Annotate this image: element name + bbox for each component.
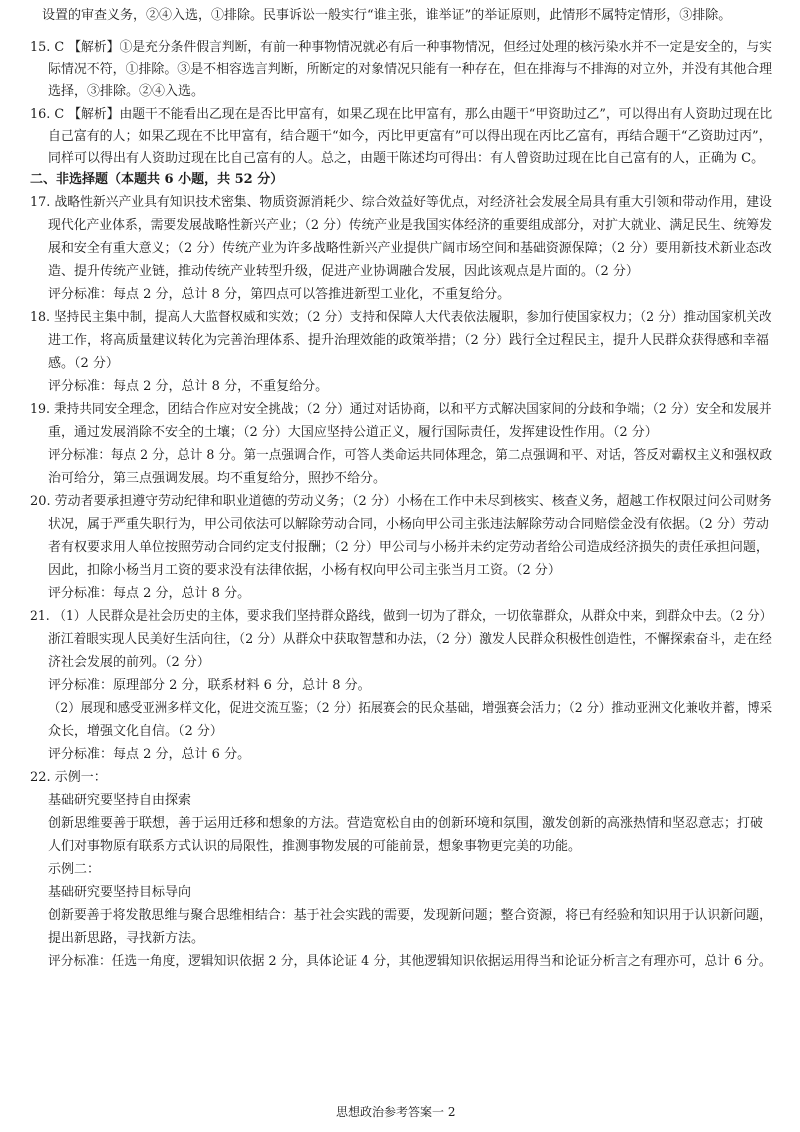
answer-22-example-2-label: 示例二： <box>48 862 101 877</box>
answer-22-example-1-title: 基础研究要坚持自由探索 <box>48 793 192 808</box>
section-heading-non-choice: 二、非选择题（本题共 6 小题，共 52 分） <box>30 172 284 187</box>
answer-15-line-3: 选择，③排除。②④入选。 <box>48 84 205 99</box>
answer-18-line-2: 进工作，将高质量建议转化为完善治理体系、提升治理效能的政策举措；（2 分）践行全过程民主，提升人民群众获得感和幸福 <box>48 333 769 348</box>
answer-19-scoring-1: 评分标准：每点 2 分，总计 8 分。第一点强调合作，可答人类命运共同体理念，第二点强调和平、对话，答反对霸权主义和强权政 <box>48 448 773 463</box>
answer-16-line-2: 自己富有的人；如果乙现在不比甲富有，结合题干“如今，丙比甲更富有”可以得出现在丙比乙富有，再结合题干“乙资助过丙”， <box>48 129 772 144</box>
answer-19-line-2: 重，通过发展消除不安全的土壤；（2 分）大国应坚持公道正义，履行国际责任，发挥建设性作用。（2 分） <box>48 425 658 440</box>
page-footer: 思想政治参考答案一 2 <box>336 1105 456 1119</box>
answer-19-line-1: 19. 秉持共同安全理念，团结合作应对安全挑战；（2 分）通过对话协商，以和平方式解决国家间的分歧和争端；（2 分）安全和发展并 <box>30 402 772 417</box>
answer-17-scoring: 评分标准：每点 2 分，总计 8 分，第四点可以答推进新型工业化，不重复给分。 <box>48 287 511 302</box>
answer-20-line-4: 因此，扣除小杨当月工资的要求没有法律依据，小杨有权向甲公司主张当月工资。（2 分） <box>48 563 561 578</box>
answer-14-tail: 设置的审查义务，②④入选，①排除。民事诉讼一般实行“谁主张，谁举证”的举证原则，此情形不属特定情形，③排除。 <box>42 8 732 23</box>
answer-22-example-1-line-1: 创新思维要善于联想，善于运用迁移和想象的方法。营造宽松自由的创新环境和氛围，激发创新的高涨热情和坚忍意志；打破 <box>48 816 764 831</box>
answer-16-line-3: 同样可以得出有人资助过现在比自己富有的人。总之，由题干陈述均可得出：有人曾资助过现在比自己富有的人，正确为 C。 <box>48 151 765 166</box>
answer-20-line-3: 者有权要求用人单位按照劳动合同约定支付报酬；（2 分）甲公司与小杨并未约定劳动者给公司造成经济损失的责任承担问题， <box>48 540 769 555</box>
answer-17-line-1: 17. 战略性新兴产业具有知识技术密集、物质资源消耗少、综合效益好等优点，对经济社会发展全局具有重大引领和带动作用，建设 <box>30 195 772 210</box>
answer-20-line-1: 20. 劳动者要承担遵守劳动纪律和职业道德的劳动义务；（2 分）小杨在工作中未尽到核实、核查义务，超越工作权限过问公司财务 <box>30 494 772 509</box>
answer-18-scoring: 评分标准：每点 2 分，总计 8 分，不重复给分。 <box>48 379 329 394</box>
answer-22-example-2-title: 基础研究要坚持目标导向 <box>48 885 192 900</box>
answer-19-scoring-2: 治可给分，第三点强调发展。均不重复给分，照抄不给分。 <box>48 471 387 486</box>
answer-17-line-2: 现代化产业体系，需要发展战略性新兴产业；（2 分）传统产业是我国实体经济的重要组成部分，对扩大就业、满足民生、统筹发 <box>48 218 772 233</box>
answer-20-line-2: 状况，属于严重失职行为，甲公司依法可以解除劳动合同，小杨向甲公司主张违法解除劳动合同赔偿金没有依据。（2 分）劳动 <box>48 517 769 532</box>
answer-21-1-line-2: 浙江着眼实现人民美好生活向往，（2 分）从群众中获取智慧和办法，（2 分）激发人民群众积极性创造性，不懈探索奋斗，走在经 <box>48 632 772 647</box>
answer-21-2-line-2: 众长，增强文化自信。（2 分） <box>48 724 223 739</box>
answer-15-line-1: 15. C 【解析】①是充分条件假言判断，有前一种事物情况就必有后一种事物情况，但经过处理的核污染水并不一定是安全的，与实 <box>30 40 772 55</box>
answer-20-scoring: 评分标准：每点 2 分，总计 8 分。 <box>48 586 251 601</box>
answer-16-line-1: 16. C 【解析】由题干不能看出乙现在是否比甲富有，如果乙现在比甲富有，那么由题干“甲资助过乙”，可以得出有人资助过现在比 <box>30 107 773 122</box>
answer-22-example-1-label: 22. 示例一： <box>30 770 107 785</box>
answer-21-2-line-1: （2）展现和感受亚洲多样文化，促进交流互鉴；（2 分）拓展赛会的民众基础，增强赛会活力；（2 分）推动亚洲文化兼收并蓄，博采 <box>48 701 773 716</box>
answer-22-example-1-line-2: 人们对事物原有联系方式认识的局限性，推测事物发展的可能前景，想象事物更完美的功能。 <box>48 839 582 854</box>
answer-21-1-scoring: 评分标准：原理部分 2 分，联系材料 6 分，总计 8 分。 <box>48 678 371 693</box>
answer-22-scoring: 评分标准：任选一角度，逻辑知识依据 2 分，具体论证 4 分，其他逻辑知识依据运用得当和论证分析言之有理亦可，总计 6 分。 <box>48 954 772 969</box>
answer-18-line-3: 感。（2 分） <box>48 356 119 371</box>
answer-15-line-2: 际情况不符，①排除。③是不相容选言判断，所断定的对象情况只能有一种存在，但在排海与不排海的对立外，并没有其他合理 <box>48 62 773 77</box>
answer-22-example-2-line-2: 提出新思路，寻找新方法。 <box>48 931 205 946</box>
answer-18-line-1: 18. 坚持民主集中制，提高人大监督权威和实效；（2 分）支持和保障人大代表依法履职，参加行使国家权力；（2 分）推动国家机关改 <box>30 310 772 325</box>
answer-17-line-4: 造、提升传统产业链，推动传统产业转型升级，促进产业协调融合发展，因此该观点是片面的。（2 分） <box>48 264 639 279</box>
answer-22-example-2-line-1: 创新要善于将发散思维与聚合思维相结合：基于社会实践的需要，发现新问题；整合资源，将已有经验和知识用于认识新问题， <box>48 908 773 923</box>
answer-17-line-3: 展和安全有重大意义；（2 分）传统产业为许多战略性新兴产业提供广阔市场空间和基础资源保障；（2 分）要用新技术新业态改 <box>48 241 772 256</box>
answer-21-1-line-3: 济社会发展的前列。（2 分） <box>48 655 210 670</box>
answer-21-1-line-1: 21. （1）人民群众是社会历史的主体，要求我们坚持群众路线，做到一切为了群众，一切依靠群众，从群众中来，到群众中去。（2 分） <box>30 609 772 624</box>
answer-21-2-scoring: 评分标准：每点 2 分，总计 6 分。 <box>48 747 251 762</box>
